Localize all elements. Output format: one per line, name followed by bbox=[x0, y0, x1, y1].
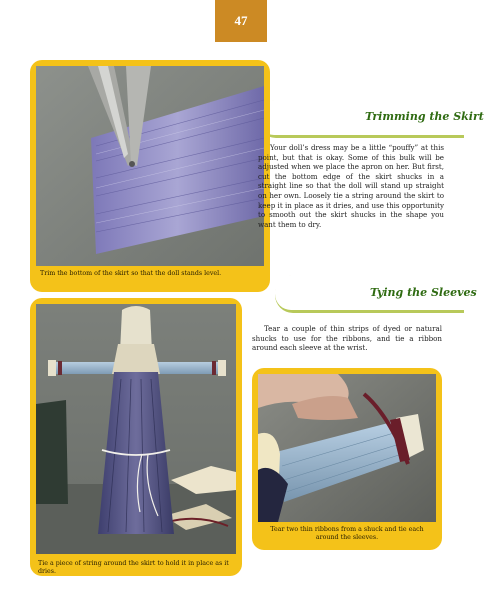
photo-frame-sleeve bbox=[252, 368, 442, 550]
page-number: 47 bbox=[215, 0, 267, 42]
body-text-sleeves: Tear a couple of thin strips of dyed or natural shucks to use for the ribbons, and tie a ribbon around each sleeve at the wrist. bbox=[252, 324, 442, 353]
photo-caption-sleeve: Tear two thin ribbons from a shuck and tie each around the sleeves. bbox=[270, 526, 424, 541]
photo-caption-doll: Tie a piece of string around the skirt to hold it in place as it dries. bbox=[38, 560, 229, 575]
section-heading-sleeves: Tying the Sleeves bbox=[370, 286, 477, 299]
photo-doll-string bbox=[36, 304, 236, 554]
section-heading-trimming: Trimming the Skirt bbox=[365, 110, 484, 123]
photo-frame-doll bbox=[30, 298, 242, 576]
photo-caption-trimming: Trim the bottom of the skirt so that the doll stands level. bbox=[40, 270, 222, 277]
photo-sleeve-ribbon bbox=[258, 374, 436, 522]
body-text-trimming: Your doll’s dress may be a little “pouffy” at this point, but that is okay. Some of this bulk will be adjusted when we place the apron on her. But first, cut the bottom edge of the skirt shucks in a straight line so that the doll will stand up straight on her own. Loosely tie a string around the skirt to keep it in place as it dries, and use this opportunity to smooth out the skirt shucks in the shape you want them to dry. bbox=[258, 143, 444, 229]
photo-trimming-skirt bbox=[36, 66, 264, 266]
photo-frame-trimming bbox=[30, 60, 270, 292]
